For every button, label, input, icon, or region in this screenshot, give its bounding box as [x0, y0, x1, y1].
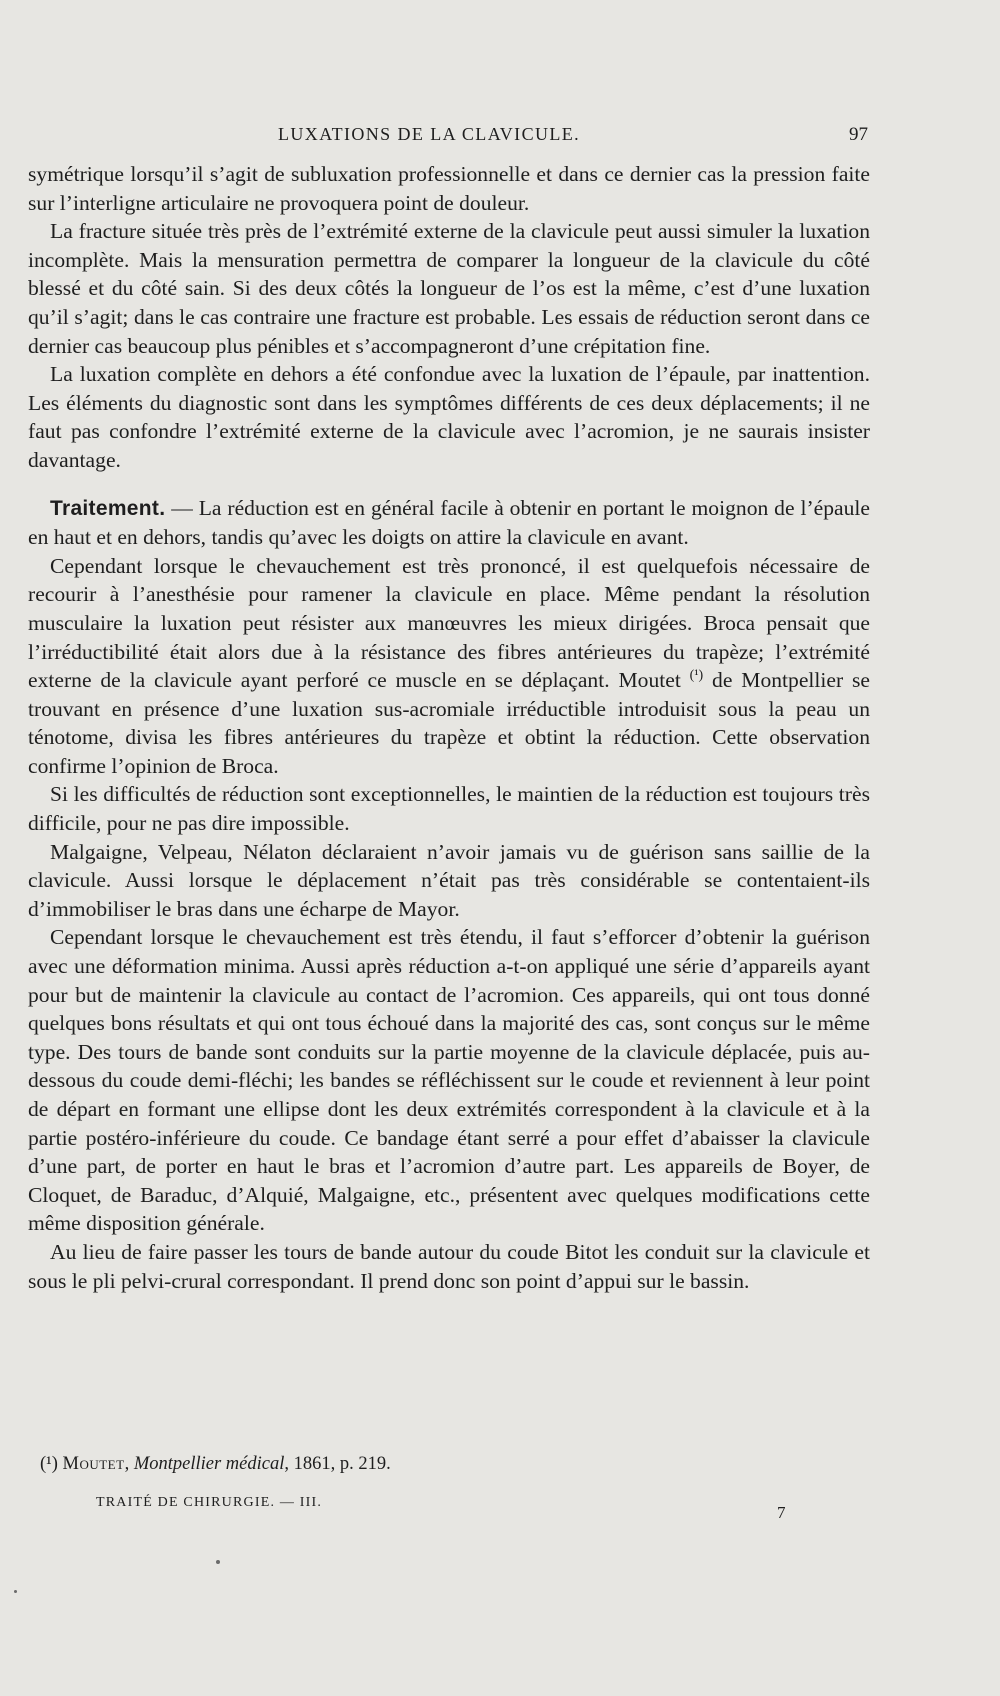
paragraph-traitement — [28, 494, 870, 552]
traitement-lead-text: — La réduction est en général facile à obtenir en portant le moignon de l’épaule en haut et en dehors, tandis qu’avec les doigts on attire la clavicule en avant. — [28, 495, 870, 550]
footnote-reference: (¹) — [689, 667, 704, 683]
ink-speck — [14, 1590, 17, 1593]
printer-signature: TRAITÉ DE CHIRURGIE. — III. — [96, 1495, 323, 1510]
paragraph-malgaigne: Malgaigne, Velpeau, Nélaton déclaraient n’avoir jamais vu de guérison sans saillie de la clavicule. Aussi lorsque le déplacement n’était pas très considérable se contentaient-ils d’immobiliser le bras dans une écharpe de Mayor. — [28, 839, 870, 921]
paragraph-appareils: Cependant lorsque le chevauchement est très étendu, il faut s’efforcer d’obtenir la guérison avec une déformation minima. Aussi après réduction a-t-on appliqué une série d’appareils ayant pour but de maintenir la clavicule au contact de l’acromion. Ces appareils, qui ont tous donné quelques bons résultats et qui ont tous échoué dans la majorité des cas, sont conçus sur le même type. Des tours de bande sont conduits sur la partie moyenne de la clavicule déplacée, puis au-dessous du coude demi-fléchi; les bandes se réfléchissent sur le coude et reviennent à leur point de départ en formant une ellipse dont les deux extrémités correspondent à la clavicule et à la partie postéro-inférieure du coude. Ce bandage étant serré a pour effet d’abaisser la clavicule d’une part, de porter en haut le bras et l’acromion d’autre part. Les appareils de Boyer, de Cloquet, de Baraduc, d’Alquié, Malgaigne, etc., présentent avec quelques modifications cette même disposition générale. — [28, 925, 870, 1236]
footnote — [40, 1454, 840, 1475]
footnote-citation: , 1861, p. 219. — [284, 1454, 391, 1474]
page-header — [28, 124, 868, 154]
footnote-separator: , — [124, 1454, 134, 1474]
paragraph-moutet — [28, 552, 870, 781]
ink-speck — [216, 1560, 220, 1564]
page-number: 97 — [849, 124, 868, 145]
footnote-work: Montpellier médical — [133, 1454, 285, 1474]
paragraph-complete-luxation: La luxation complète en dehors a été confondue avec la luxation de l’épaule, par inattention. Les éléments du diagnostic sont dans les symptômes différents de ces deux déplacements; il ne faut pas confondre l’extrémité externe de la clavicule avec l’acromion, je ne saurais insister davantage. — [28, 362, 870, 472]
running-title: LUXATIONS DE LA CLAVICULE. — [278, 124, 581, 144]
paragraph-maintien: Si les difficultés de réduction sont exceptionnelles, le maintien de la réduction est toujours très difficile, pour ne pas dire impossible. — [28, 782, 870, 836]
moutet-text-before: Cependant lorsque le chevauchement est très prononcé, il est quelquefois nécessaire de recourir à l’anesthésie pour ramener la clavicule en place. Même pendant la résolution musculaire la luxation peut résister aux manœuvres les mieux dirigées. Broca pensait que l’irréductibilité était alors due à la résistance des fibres antérieures du trapèze; l’extrémité externe de la clavicule ayant perforé ce muscle en se déplaçant. Moutet — [28, 553, 870, 693]
moutet-text-after: de Montpellier se trouvant en présence d’une luxation sus-acromiale irréductible introduisit sous la peau un ténotome, divisa les fibres antérieures du trapèze et obtint la réduction. Cette observation confirme l’opinion de Broca. — [28, 668, 871, 778]
section-title-traitement: Traitement. — [50, 496, 166, 520]
footnote-author: Moutet — [62, 1454, 125, 1474]
footnote-marker: (¹) — [40, 1454, 58, 1474]
body-text — [28, 160, 870, 1295]
signature-mark: 7 — [777, 1503, 786, 1522]
paragraph-bitot: Au lieu de faire passer les tours de bande autour du coude Bitot les conduit sur la clavicule et sous le pli pelvi-crural correspondant. Il prend donc son point d’appui sur le bassin. — [28, 1239, 870, 1293]
paragraph-continuation: symétrique lorsqu’il s’agit de subluxation professionnelle et dans ce dernier cas la pression faite sur l’interligne articulaire ne provoquera point de douleur. — [28, 162, 870, 215]
paragraph-fracture: La fracture située très près de l’extrémité externe de la clavicule peut aussi simuler la luxation incomplète. Mais la mensuration permettra de comparer la longueur de la clavicule du côté blessé et du côté sain. Si des deux côtés la longueur de l’os est la même, c’est d’une luxation qu’il s’agit; dans le cas contraire une fracture est probable. Les essais de réduction seront dans ce dernier cas beaucoup plus pénibles et s’accompagneront d’une crépitation fine. — [28, 219, 870, 358]
